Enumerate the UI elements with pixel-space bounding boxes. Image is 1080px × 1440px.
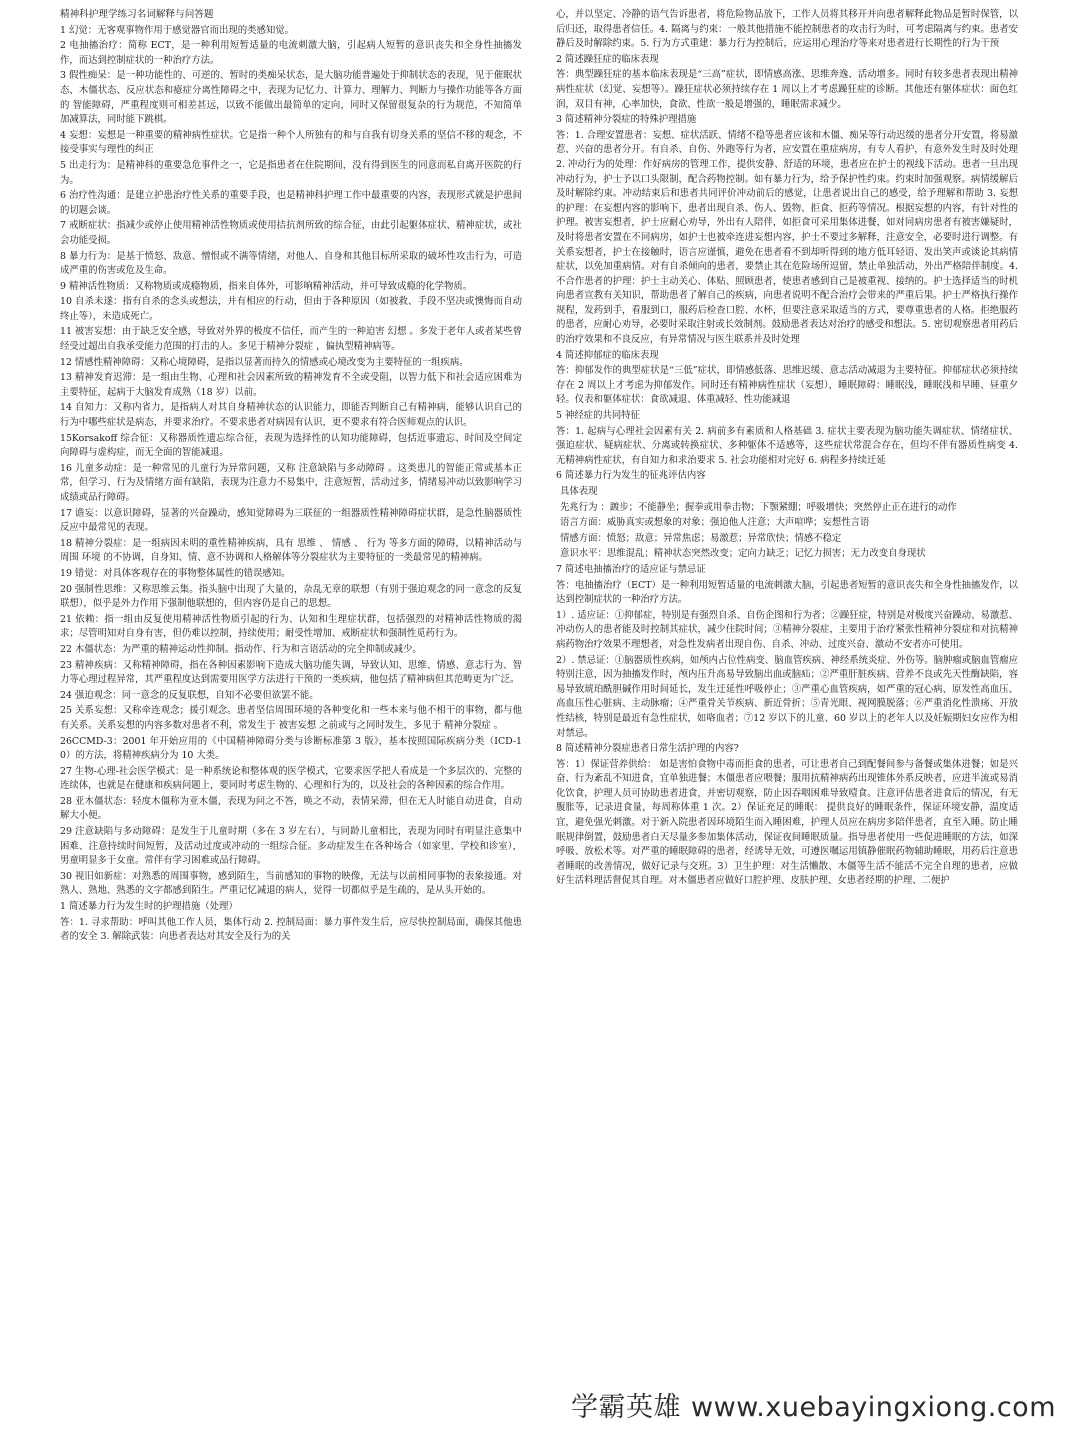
- paragraph: 答：1. 合理安置患者：妄想、症状活跃、情绪不稳等患者应该和木僵、痴呆等行动迟缓的患者分开安置，将易激惹、兴奋的患者分开。有自杀、自伤、外跑等行为者，应安置在重症病房，有专人看护，有意外发生时及时处理 2. 冲动行为的处理：作好病房的管理工作，提供安静、舒适的环境，患者应在护士的视线下活动。患者一旦出现冲动行为，护士予以口头限制，配合药物控制。如有暴力行为，给予保护性约束。约束时加强观察。病情缓解后及时解除约束。冲动结束后和患者共同评价冲动前后的感觉，让患者说出自己的感受，给予理解和帮助 3. 妄想的护理：在妄想内容的影响下，患者出现自杀、伤人、毁物、拒食、拒药等情况。根据妄想的内容，有针对性的护理。被害妄想者，护士应耐心劝导，外出有人陪伴，如拒食可采用集体进餐，如对同病房患者有被害嫌疑时，及时将患者安置在不同病房，如护士也被牵连进妄想内容，护士不要过多解释，注意安全，必要时进行调整。有关系妄想者，护士在接触时，语言应谨慎，避免在患者看不到却听得到的地方低耳轻语、发出笑声或谈论其病情症状，以免加重病情。对有自杀倾向的患者，要禁止其在危险场所逗留，禁止单独活动，外出严格陪伴制度。4. 不合作患者的护理：护士主动关心、体贴、照顾患者，使患者感到自己是被重视、接纳的。护士选择适当的时机向患者宣教有关知识，帮助患者了解自己的疾病，向患者说明不配合治疗会带来的严重后果。护士严格执行操作规程，发药到手，看服到口，服药后检查口腔、水杯，但要注意采取适当的方式，要尊重患者的人格。拒绝服药的患者，应耐心劝导，必要时采取注射或长效制剂。鼓励患者表达对治疗的感受和想法。5. 密切观察患者用药后的治疗效果和不良反应，有异常情况与医生联系并及时处理: [556, 129, 1018, 346]
- right-paragraphs: [556, 8, 1018, 889]
- paragraph: 答：电抽搐治疗（ECT）是一种利用短暂适量的电流刺激大脑，引起患者短暂的意识丧失和全身性抽搐发作，以达到控制症状的一种治疗方法。: [556, 579, 1018, 606]
- paragraph: 25 关系妄想：又称牵连观念；援引观念。患者坚信周围环境的各种变化和一些本来与他不相干的事物，都与他有关系。关系妄想的内容多数对患者不利，常发生于 被害妄想 之前或与之同时发生，多见于 精神分裂症 。: [60, 705, 522, 731]
- right-column: [556, 8, 1018, 1322]
- site-watermark: [571, 1385, 1056, 1424]
- document-title: 精神科护理学练习名词解释与问答题: [60, 9, 214, 20]
- paragraph: 4 妄想：妄想是一种重要的精神病性症状。它是指一种个人所独有的和与自我有切身关系的坚信不移的观念，不接受事实与理性的纠正: [60, 129, 522, 156]
- paragraph: 9 精神活性物质：又称物质或成瘾物质，指来自体外，可影响精神活动，并可导致成瘾的化学物质。: [60, 280, 473, 292]
- paragraph: 答：典型躁狂症的基本临床表现是“三高”症状，即情感高涨、思维奔逸、活动增多。同时有较多患者表现出精神病性症状（幻觉、妄想等）。躁狂症状必须持续存在 1 周以上才考虑躁狂症的诊断。其他还有躯体症状：面色红润，双目有神，心率加快，食欲、性欲一般是增强的，睡眠需求减少。: [556, 69, 1018, 110]
- paragraph: 具体表现: [560, 486, 598, 497]
- watermark-url: www.xuebayingxiong.com: [691, 1392, 1056, 1423]
- paragraph: 6 简述暴力行为发生的征兆评估内容: [556, 470, 706, 482]
- paragraph: 2 电抽搐治疗：简称 ECT，是一种利用短暂适量的电流刺激大脑，引起病人短暂的意识丧失和全身性抽搐发作，而达到控制症状的一种治疗方法。: [60, 40, 522, 66]
- paragraph: 27 生物-心理-社会医学模式：是一种系统论和整体观的医学模式，它要求医学把人看成是一个多层次的、完整的连续体，也就是在健康和疾病问题上，要同时考虑生物的、心理和行为的，以及社会的各种因素的综合作用。: [60, 765, 522, 792]
- paragraph: 6 治疗性沟通：是建立护患治疗性关系的重要手段，也是精神科护理工作中最重要的内容，表现形式就是护患间的切题会谈。: [60, 190, 522, 216]
- paragraph: 23 精神疾病：又称精神障碍，指在各种因素影响下造成大脑功能失调，导致认知、思维、情感、意志行为、智力等心理过程异常，其严重程度达到需要用医学方法进行干预的一类疾病，他包括了精神病但其范畴更为广泛。: [60, 659, 522, 686]
- paragraph: 1）. 适应证：①抑郁症，特别是有强烈自杀、自伤企图和行为者；②躁狂症，特别是对极度兴奋躁动、易激惹、冲动伤人的患者能及时控制其症状，减少住院时间；③精神分裂症，主要用于治疗紧张性精神分裂症和对抗精神病药物治疗效果不理想者，对急性发病者出现自伤、自杀、冲动、过度兴奋、激动不安者亦可使用。: [556, 609, 1018, 650]
- paragraph: 答：1）保证营养供给： 如是害怕食物中毒而拒食的患者，可让患者自己到配餐间参与备餐或集体进餐；如是兴奋、行为紊乱不知进食，宜单独进餐；木僵患者应喂餐；服用抗精神病药出现锥体外系反映者，应进半流或易消化饮食，护理人员可协助患者进食，并密切观察，防止因吞咽困难导致噎食。注意评估患者进食后的情况，有无腹胀等，记录进食量，每周称体重 1 次。2）保证充足的睡眠： 提供良好的睡眠条件，保证环境安静，温度适宜，避免强光刺激。对于新入院患者因环境陌生而入睡困难，护理人员应在病房多陪伴患者，直至入睡。防止睡眠规律倒置，鼓励患者白天尽量多参加集体活动，保证夜间睡眠质量。指导患者使用一些促进睡眠的方法，如深呼吸、放松术等。对严重的睡眠障碍的患者，经诱导无效，可遵医嘱运用镇静催眠药物辅助睡眠，用药后注意患者睡眠的改善情况，做好记录与交班。3）卫生护理：对生活懒散、木僵等生活不能活不完全自理的患者，应做好生活料理活督促其自理。对木僵患者应做好口腔护理、皮肤护理、女患者经期的护理、二便护: [556, 758, 1018, 887]
- paragraph: 答：1. 起病与心理社会因素有关 2. 病前多有素质和人格基础 3. 症状主要表现为脑功能失调症状、情绪症状、强迫症状、疑病症状、分离或转换症状、多种躯体不适感等，这些症状常混合存在，但均不伴有器质性病变 4. 无精神病性症状，有自知力和求治要求 5. 社会功能相对完好 6. 病程多持续迁延: [556, 425, 1018, 466]
- paragraph: 1 简述暴力行为发生时的护理措施（处理）: [60, 901, 238, 913]
- paragraph: 4 简述抑郁症的临床表现: [556, 349, 659, 361]
- paragraph: 22 木僵状态：为严重的精神运动性抑制。指动作、行为和言语活动的完全抑制或减少。: [60, 643, 422, 655]
- paragraph: 14 自知力：又称内省力，是指病人对其自身精神状态的认识能力，即能否判断自己有精神病，能够认识自己的行为中哪些症状是病态，并要求治疗。不要求患者对病因有认识，更不要求有符合医师观点的认识。: [60, 402, 522, 429]
- paragraph: 8 简述精神分裂症患者日常生活护理的内容?: [556, 743, 739, 755]
- paragraph: 20 强制性思维：又称思维云集。指头脑中出现了大量的，杂乱无章的联想（有别于强迫观念的同一意念的反复联想），似乎是外力作用下强制他联想的，但内容仍是自己的思想。: [60, 583, 522, 610]
- paragraph: 13 精神发育迟滞：是一组由生物、心理和社会因素所致的精神发育不全或受阻，以智力低下和社会适应困难为主要特征，起病于大脑发育成熟（18 岁）以前。: [60, 372, 522, 398]
- paragraph: 10 自杀未遂：指有自杀的念头或想法，并有相应的行动，但由于各种原因（如被救、手段不坚决或懊悔而自动终止等），未造成死亡。: [60, 296, 522, 322]
- paragraph: 12 情感性精神障碍：又称心境障碍，是指以显著而持久的情感或心境改变为主要特征的一组疾病。: [60, 356, 469, 368]
- paragraph: 15Korsakoff 综合征：又称器质性遗忘综合征，表现为选择性的认知功能障碍，包括近事遗忘、时间及空间定向障碍与虚构症，而无全面的智能减退。: [60, 432, 522, 459]
- paragraph: 26CCMD-3：2001 年开始应用的《中国精神障碍分类与诊断标准第 3 版》，基本按照国际疾病分类（ICD-10）的方法，将精神疾病分为 10 大类。: [60, 735, 522, 762]
- paragraph: 19 错觉：对具体客观存在的事物整体属性的错误感知。: [60, 567, 291, 579]
- paragraph: 语言方面：威胁真实或想象的对象；强迫他人注意；大声喧哗；妄想性言语: [560, 517, 870, 529]
- paragraph: 24 强迫观念：同一意念的反复联想，自知不必要但欲罢不能。: [60, 689, 319, 701]
- left-paragraphs: [60, 24, 522, 945]
- paragraph: 答：抑郁发作的典型症状是“三低”症状，即情感低落、思维迟缓、意志活动减退为主要特征。抑郁症状必须持续存在 2 周以上才考虑为抑郁发作。同时还有精神病性症状（妄想），睡眠障碍：睡眠浅，睡眠浅和早睡、昼重夕轻。仪表和躯体症状：食欲减退、体重减轻、性功能减退: [556, 365, 1018, 406]
- paragraph: 心，并以坚定、冷静的语气告诉患者，将危险物品放下，工作人员将其移开并向患者解释此物品是暂时保管，以后归还，取得患者信任。4. 隔离与约束：一般其他措施不能控制患者的攻击行为时，可考虑隔离与约束。患者安静后及时解除约束。5. 行为方式重建：暴力行为控制后，应运用心理治疗等来对患者进行长期性的行为干预: [556, 9, 1018, 50]
- paragraph: 先兆行为 ：踱步；不能静坐；握拳或用拳击物；下颚紧绷；呼吸增快；突然停止正在进行的动作: [560, 501, 957, 513]
- paragraph: 11 被害妄想：由于缺乏安全感，导致对外界的极度不信任，而产生的一种迫害 幻想 。多发于老年人或者某些曾经受过超出自我承受能力范围的打击的人。多见于精神分裂症 ，偏执型精神病等。: [60, 326, 522, 353]
- paragraph: 3 简述精神分裂症的特殊护理措施: [556, 114, 697, 126]
- paragraph: 2）. 禁忌证：①脑器质性疾病，如颅内占位性病变、脑血管疾病、神经系统炎症、外伤等。脑肿瘤或脑血管瘤应特别注意，因为抽搐发作时，颅内压升高易导致脑出血或脑疝；②严重肝脏疾病、营养不良或先天性酶缺陷，容易导致琥珀酰胆碱作用时间延长，发生迁延性呼吸停止；③严重心血管疾病，如严重的冠心病、原发性高血压、高血压性心脏病、主动脉瘤；④严重骨关节疾病、新近骨折；⑤青光眼、视网膜脱落；⑥严重消化性溃疡、开放性结核，特别是最近有急性症状，如咯血者；⑦12 岁以下的儿童、60 岁以上的老年人以及妊娠期妇女应作为相对禁忌。: [556, 654, 1018, 739]
- paragraph: 情感方面：愤怒；敌意；异常焦虑；易激惹；异常欣快；情感不稳定: [560, 532, 842, 544]
- paragraph: 29 注意缺陷与多动障碍：是发生于儿童时期（多在 3 岁左右），与同龄儿童相比，表现为同时有明显注意集中困难、注意持续时间短暂，及活动过度或冲动的一组综合征。多动症发生在各种场合（如家里、学校和诊室），男童明显多于女童。常伴有学习困难或品行障碍。: [60, 826, 522, 867]
- paragraph: 3 假性痴呆：是一种功能性的、可逆的、暂时的类痴呆状态，是大脑功能普遍处于抑制状态的表现，见于催眠状态、木僵状态、反应状态和癔症分离性障碍之中，表现为记忆力、计算力、理解力、判断力与操作功能等各方面的 智能障碍，严重程度则可相差甚远，以致不能做出最简单的定向，同时又保留很复杂的行为规范，不知简单加减算法，同时能下跳棋。: [60, 70, 522, 126]
- paragraph: 2 简述躁狂症的临床表现: [556, 53, 659, 65]
- paragraph: 7 简述电抽搐治疗的适应证与禁忌证: [556, 563, 706, 575]
- paragraph: 5 出走行为：是精神科的重要急危事件之一，它是指患者在住院期间，没有得到医生的同意而私自离开医院的行为。: [60, 159, 522, 186]
- watermark-cn: 学霸英雄: [571, 1392, 682, 1423]
- paragraph: 16 儿童多动症：是一种常见的儿童行为异常问题，又称 注意缺陷与多动障碍 。这类患儿的智能正常或基本正常，但学习、行为及情绪方面有缺陷，表现为注意力不易集中，注意短暂，活动过多，情绪易冲动以致影响学习成绩或品行障碍。: [60, 462, 522, 503]
- paragraph: 8 暴力行为：是基于愤怒、敌意、憎恨或不满等情绪，对他人、自身和其他目标所采取的破坏性攻击行为，可造成严重的伤害或危及生命。: [60, 250, 522, 277]
- paragraph: 5 神经症的共同特征: [556, 410, 640, 422]
- paragraph: 答：1. 寻求帮助：呼叫其他工作人员，集体行动 2. 控制局面：暴力事件发生后，应尽快控制局面，确保其他患者的安全 3. 解除武装：向患者表达对其安全及行为的关: [60, 916, 522, 943]
- left-column: [60, 8, 522, 1383]
- paragraph: 17 谵妄：以意识障碍，显著的兴奋躁动，感知觉障碍为三联征的一组器质性精神障碍症状群，是急性脑器质性反应中最常见的表现。: [60, 507, 522, 534]
- paragraph: 意识水平：思维混乱；精神状态突然改变；定向力缺乏；记忆力损害；无力改变自身现状: [560, 548, 926, 560]
- paragraph: 1 幻觉：无客观事物作用于感觉器官而出现的类感知觉。: [60, 24, 294, 36]
- paragraph: 30 视旧如新症：对熟悉的周围事物，感到陌生，当前感知的事物的映像，无法与以前相同事物的表象接通。对熟人、熟地、熟悉的文字都感到陌生。严重记忆减退的病人，觉得一切都似乎是生疏的，是从头开始的。: [60, 870, 522, 897]
- paragraph: 28 亚木僵状态：轻度木僵称为亚木僵，表现为问之不答，唤之不动，表情呆滞，但在无人时能自动进食，自动解大小便。: [60, 795, 522, 822]
- paragraph: 21 依赖：指一组由反复使用精神活性物质引起的行为、认知和生理症状群，包括强烈的对精神活性物质的渴求；尽管明知对自身有害，但仍难以控制，持续使用；耐受性增加、戒断症状和强制性觅药行为。: [60, 613, 522, 640]
- paragraph: 7 戒断症状：指减少或停止使用精神活性物质或使用拮抗剂所致的综合征，由此引起躯体症状、精神症状，或社会功能受损。: [60, 220, 522, 246]
- paragraph: 18 精神分裂症：是一组病因未明的重性精神疾病，具有 思维 、 情感 、 行为 等多方面的障碍，以精神活动与周围 环境 的不协调，自身知、情、意不协调和人格解体等分裂症状为主要特征的一类最常见的精神病。: [60, 537, 522, 564]
